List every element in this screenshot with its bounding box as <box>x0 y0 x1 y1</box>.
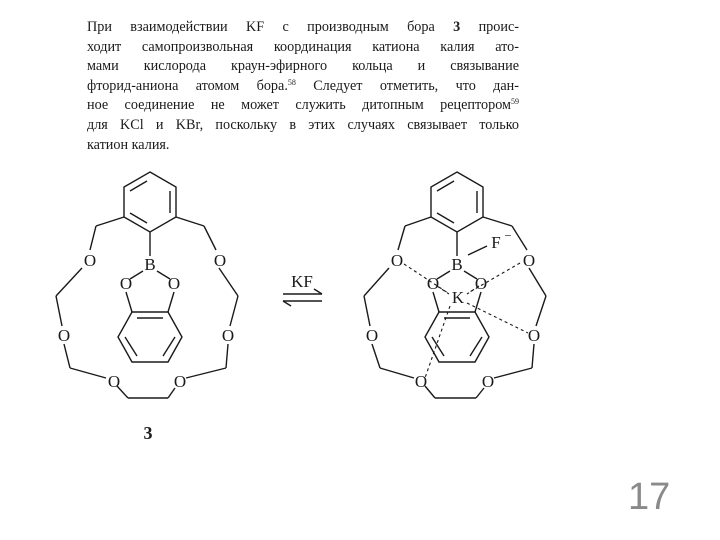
structure-complex <box>364 172 546 398</box>
reagent-label: KF <box>291 272 313 291</box>
atom-o: O <box>167 274 181 293</box>
atom-o: O <box>522 251 536 270</box>
atom-o: O <box>107 372 121 391</box>
atom-k: K <box>451 288 465 307</box>
atom-o: O <box>474 274 488 293</box>
compound-label: 3 <box>143 423 153 443</box>
atom-labels-left <box>58 251 234 391</box>
text-line-7: катион калия. <box>87 136 170 153</box>
atom-o: O <box>365 326 379 345</box>
text-line-4: фторид-аниона атомом бора.$^{58}$ Следует отметить, что дан- <box>87 77 519 94</box>
text-line-1: При взаимодействии KF с производным бора 3 проис- <box>87 19 519 35</box>
atom-o: O <box>213 251 227 270</box>
text-line-3: мами кислорода краун-эфирного кольца и связывание <box>87 58 519 75</box>
atom-o: O <box>527 326 541 345</box>
atom-o: O <box>481 372 495 391</box>
atom-b: B <box>144 255 156 274</box>
atom-o: O <box>414 372 428 391</box>
coordination-bonds <box>404 263 528 378</box>
atom-o: O <box>119 274 133 293</box>
equilibrium-arrows <box>283 289 322 306</box>
charge-minus: − <box>504 228 512 243</box>
atom-b: B <box>451 255 463 274</box>
atom-f: F <box>491 233 501 252</box>
atom-o: O <box>221 326 235 345</box>
atom-o: O <box>390 251 404 270</box>
page-number: 17 <box>628 476 671 518</box>
atom-o: O <box>57 326 71 345</box>
text-line-5: ное соединение не может служить дитопным рецептором$^{59}$ <box>87 97 519 114</box>
ref-59: 59 <box>511 97 519 107</box>
ref-58: 58 <box>287 77 296 87</box>
atom-o: O <box>173 372 187 391</box>
text-line-2: ходит самопроизвольная координация катиона калия ато- <box>87 38 519 55</box>
atom-labels-right <box>366 228 540 391</box>
compound-ref: 3 <box>453 19 461 35</box>
atom-o: O <box>83 251 97 270</box>
structure-compound-3 <box>56 172 238 398</box>
atom-o: O <box>426 274 440 293</box>
text-line-6: для KCl и KBr, поскольку в этих случаях связывает только <box>87 116 519 133</box>
